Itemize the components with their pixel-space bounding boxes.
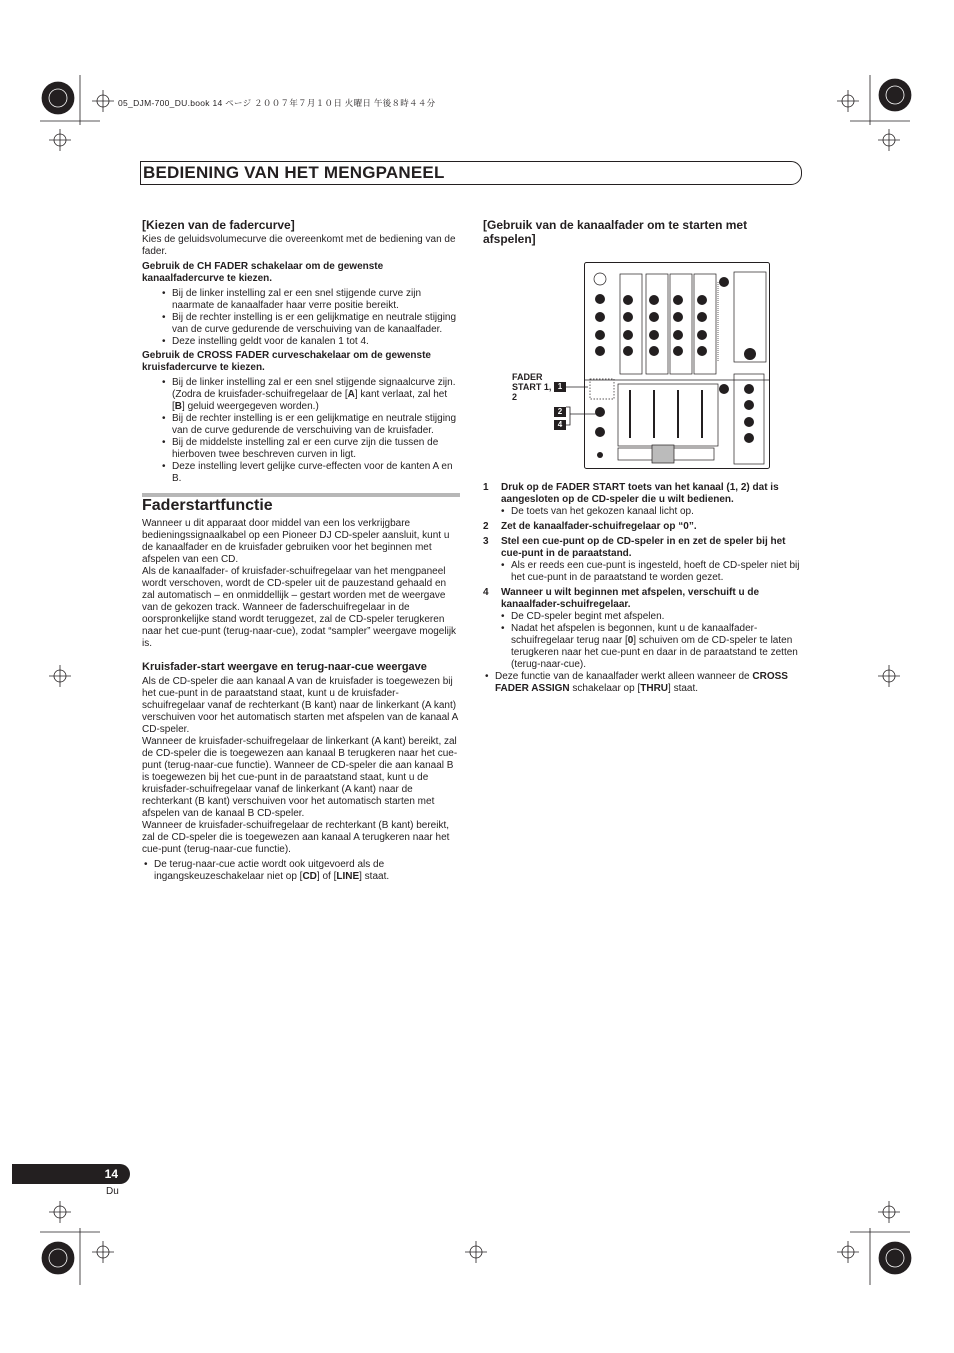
- callout-1: 1: [554, 382, 566, 392]
- list-item: • Bij de linker instelling zal er een snel stijgende signaalcurve zijn. (Zodra de kruisfader-schuifregelaar de [A] kant verlaat, zal het [B] geluid weergegeven worden.): [142, 377, 460, 413]
- mixer-illustration: [584, 262, 770, 469]
- list-item: • Als er reeds een cue-punt is ingesteld, hoeft de CD-speler niet bij het cue-punt in de paraatstand te worden gezet.: [483, 560, 801, 584]
- faderstart-heading: Faderstartfunctie: [142, 497, 273, 514]
- list-item: • Deze functie van de kanaalfader werkt alleen wanneer de CROSS FADER ASSIGN schakelaar op [THRU] staat.: [483, 671, 801, 695]
- banner-title: BEDIENING VAN HET MENGPANEEL: [143, 163, 445, 182]
- instruction: Gebruik de CH FADER schakelaar om de gewenste kanaalfadercurve te kiezen.: [142, 261, 384, 284]
- step-1: 1 Druk op de FADER START toets van het kanaal (1, 2) dat is aangesloten op de CD-speler die u wilt bedienen.: [483, 482, 779, 505]
- page-number: 14: [104, 1167, 118, 1181]
- list-item: • De CD-speler begint met afspelen.: [483, 611, 801, 623]
- paragraph: Wanneer de kruisfader-schuifregelaar de rechterkant (B kant) bereikt, zal de CD-speler die is toegewezen aan kanaal A terugkeren naar het cue-punt (terug-naar-cue functie).: [142, 820, 450, 855]
- paragraph: Als de CD-speler die aan kanaal A van de kruisfader is toegewezen bij het cue-punt in de paraatstand staat, kunt u de kruisfader-schuifregelaar vanaf de rechterkant (B kant) naar de linkerkant (A kant) verschuiven voor het automatisch starten met afspelen van de kanaal A CD-speler.: [142, 676, 458, 735]
- fader-start-label: FADER START 1, 2: [512, 372, 552, 402]
- list-item: • Nadat het afspelen is begonnen, kunt u de kanaalfader-schuifregelaar terug naar [0] schuiven om de CD-speler te laten terugkeren naar het cue-punt en daar in de paraatstand te zetten (terug-naar-cue).: [483, 623, 801, 671]
- fadercurve-heading: [Kiezen van de fadercurve]: [142, 218, 295, 232]
- list-item: • De toets van het gekozen kanaal licht op.: [483, 506, 801, 518]
- paragraph: Kies de geluidsvolumecurve die overeenkomt met de bediening van de fader.: [142, 234, 456, 257]
- file-header: 05_DJM-700_DU.book 14 ページ ２００７年７月１０日 火曜日 午後８時４４分: [118, 98, 436, 108]
- page-number-tab: [12, 1164, 130, 1184]
- callout-4: 4: [554, 420, 566, 430]
- list-item: • Bij de linker instelling zal er een snel stijgende curve zijn naarmate de kanaalfader haar verre positie bereikt.: [142, 288, 460, 312]
- step-2: 2 Zet de kanaalfader-schuifregelaar op “0”.: [483, 521, 697, 532]
- list-item: • Bij de middelste instelling zal er een curve zijn die tussen de hierboven twee beschreven curven in ligt.: [142, 437, 460, 461]
- step-4: 4 Wanneer u wilt beginnen met afspelen, verschuift u de kanaalfader-schuifregelaar.: [483, 587, 760, 610]
- step-3: 3 Stel een cue-punt op de CD-speler in en zet de speler bij het cue-punt in de paraatstand.: [483, 536, 786, 559]
- left-column: [142, 218, 460, 883]
- section-banner: [140, 161, 802, 185]
- list-item: • Deze instelling geldt voor de kanalen 1 tot 4.: [142, 336, 460, 348]
- list-item: • Bij de rechter instelling is er een gelijkmatige en neutrale stijging van de curve gedurende de verschuiving van de kanaalfader.: [142, 312, 460, 336]
- right-column: [483, 218, 801, 248]
- paragraph: Als de kanaalfader- of kruisfader-schuifregelaar van het mengpaneel wordt verschoven, wordt de CD-speler uit de pauzestand gehaald en zal automatisch – en onmiddellijk – gestart worden met de weergave van de gekozen track. Wanneer de faderschuifregelaar in de oorspronkelijke stand wordt teruggezet, zal de CD-speler terugkeren naar het cue-punt (terug-naar-cue), zodat “sampler” weergave mogelijk is.: [142, 566, 457, 649]
- steps: [483, 482, 801, 695]
- crossfader-heading: Kruisfader-start weergave en terug-naar-cue weergave: [142, 661, 427, 673]
- paragraph: Wanneer de kruisfader-schuifregelaar de linkerkant (A kant) bereikt, zal de CD-speler die is toegewezen aan kanaal B terugkeren naar het cue-punt (terug-naar-cue functie). Wanneer de CD-speler die aan kanaal B is toegewezen bij het cue-punt in de paraatstand staat, kunt u de kruisfader-schuifregelaar vanaf de linkerkant (A kant) naar de rechterkant (B kant) verschuiven voor het automatisch starten met afspelen van de kanaal B CD-speler.: [142, 736, 458, 819]
- list-item: • Deze instelling levert gelijke curve-effecten voor de kanten A en B.: [142, 461, 460, 485]
- instruction: Gebruik de CROSS FADER curveschakelaar om de gewenste kruisfadercurve te kiezen.: [142, 350, 431, 373]
- list-item: • De terug-naar-cue actie wordt ook uitgevoerd als de ingangskeuzeschakelaar niet op [CD] of [LINE] staat.: [142, 859, 460, 883]
- callout-2: 2: [554, 407, 566, 417]
- list-item: • Bij de rechter instelling is er een gelijkmatige en neutrale stijging van de curve gedurende de verschuiving van de kruisfader.: [142, 413, 460, 437]
- language-code: Du: [106, 1186, 119, 1197]
- fader-start-heading: [Gebruik van de kanaalfader om te starten met afspelen]: [483, 218, 748, 246]
- paragraph: Wanneer u dit apparaat door middel van een los verkrijgbare bedieningssignaalkabel op een Pioneer DJ CD-speler aansluit, kunt u de kanaalfader en de kruisfader gebruiken voor het beginnen met afspelen van een CD.: [142, 518, 450, 565]
- callout-leaders: [566, 380, 606, 434]
